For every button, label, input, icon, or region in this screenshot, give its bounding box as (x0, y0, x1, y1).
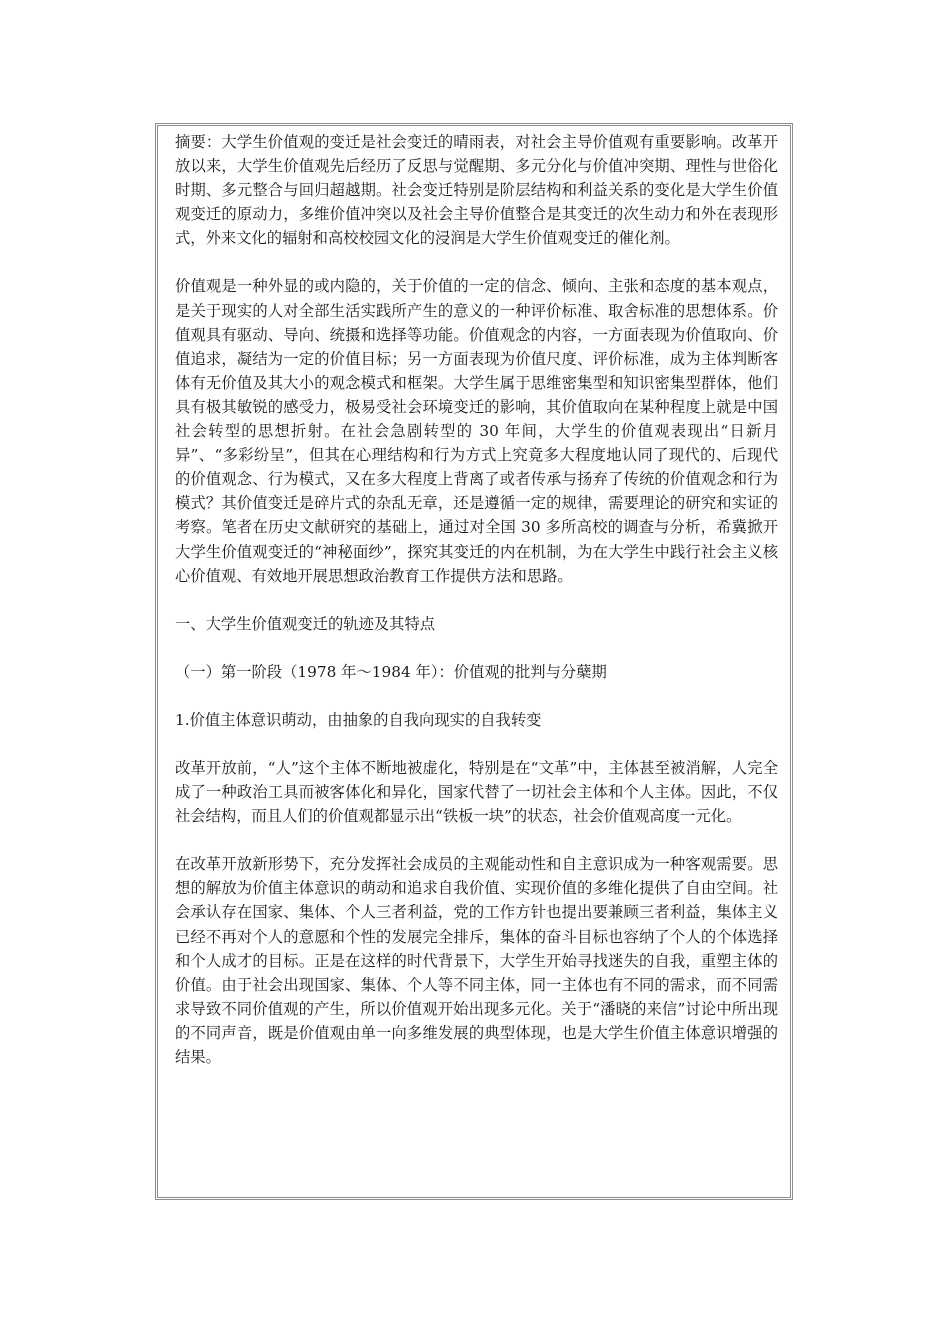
body-paragraph-before-reform: 改革开放前，“人”这个主体不断地被虚化，特别是在“文革”中，主体甚至被消解，人完全成了一种政治工具而被客体化和异化，国家代替了一切社会主体和个人主体。因此，不仅社会结构，而且人们的价值观都显示出“铁板一块”的状态，社会价值观高度一元化。 (175, 758, 778, 826)
point-heading: 1.价值主体意识萌动，由抽象的自我向现实的自我转变 (175, 710, 542, 729)
abstract-paragraph: 摘要：大学生价值观的变迁是社会变迁的晴雨表，对社会主导价值观有重要影响。改革开放以来，大学生价值观先后经历了反思与觉醒期、多元分化与价值冲突期、理性与世俗化时期、多元整合与回归超越期。社会变迁特别是阶层结构和利益关系的变化是大学生价值观变迁的原动力，多维价值冲突以及社会主导价值整合是其变迁的次生动力和外在表现形式，外来文化的辐射和高校校园文化的浸润是大学生价值观变迁的催化剂。 (175, 133, 778, 248)
subsection-heading: （一）第一阶段（1978 年～1984 年）：价值观的批判与分蘖期 (175, 662, 607, 681)
body-paragraph-after-reform: 在改革开放新形势下，充分发挥社会成员的主观能动性和自主意识成为一种客观需要。思想的解放为价值主体意识的萌动和追求自我价值、实现价值的多维化提供了自由空间。社会承认存在国家、集体、个人三者利益，党的工作方针也提出要兼顾三者利益，集体主义已经不再对个人的意愿和个性的发展完全排斥，集体的奋斗目标也容纳了个人的个体选择和个人成才的目标。正是在这样的时代背景下，大学生开始寻找迷失的自我，重塑主体的价值。由于社会出现国家、集体、个人等不同主体，同一主体也有不同的需求，而不同需求导致不同价值观的产生，所以价值观开始出现多元化。关于“潘晓的来信”讨论中所出现的不同声音，既是价值观由单一向多维发展的典型体现，也是大学生价值主体意识增强的结果。 (175, 855, 778, 1066)
intro-paragraph: 价值观是一种外显的或内隐的，关于价值的一定的信念、倾向、主张和态度的基本观点，是关于现实的人对全部生活实践所产生的意义的一种评价标准、取舍标准的思想体系。价值观具有驱动、导向、统摄和选择等功能。价值观念的内容，一方面表现为价值取向、价值追求，凝结为一定的价值目标；另一方面表现为价值尺度、评价标准，成为主体判断客体有无价值及其大小的观念模式和框架。大学生属于思维密集型和知识密集型群体，他们具有极其敏锐的感受力，极易受社会环境变迁的影响，其价值取向在某种程度上就是中国社会转型的思想折射。在社会急剧转型的 30 年间，大学生的价值观表现出“日新月异”、“多彩纷呈”，但其在心理结构和行为方式上究竟多大程度地认同了现代的、后现代的价值观念、行为模式，又在多大程度上背离了或者传承与扬弃了传统的价值观念和行为模式？其价值变迁是碎片式的杂乱无章，还是遵循一定的规律，需要理论的研究和实证的考察。笔者在历史文献研究的基础上，通过对全国 30 多所高校的调查与分析，希冀掀开大学生价值观变迁的“神秘面纱”，探究其变迁的内在机制，为在大学生中践行社会主义核心价值观、有效地开展思想政治教育工作提供方法和思路。 (175, 277, 778, 585)
document-body (175, 130, 778, 1093)
section-heading: 一、大学生价值观变迁的轨迹及其特点 (175, 614, 436, 633)
document-frame (155, 123, 793, 1200)
